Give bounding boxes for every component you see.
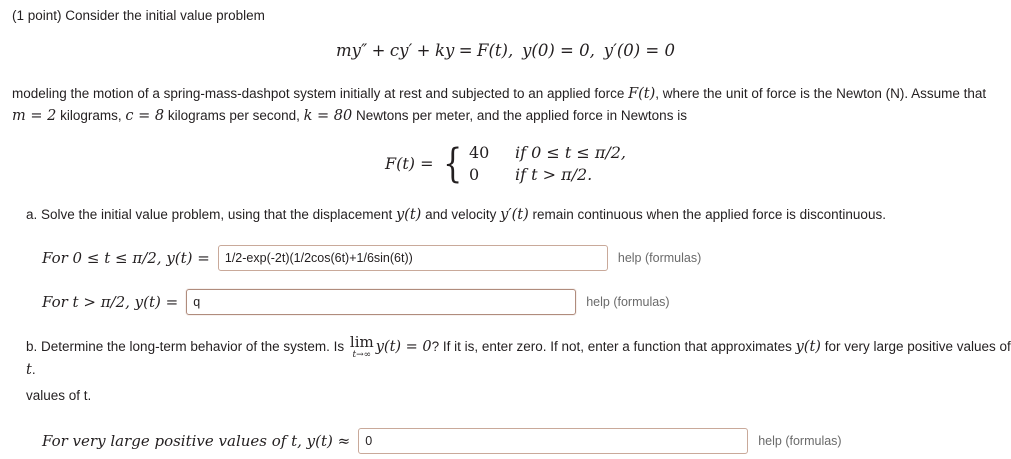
part-a-text-2: and velocity [421,207,501,223]
ivp-plus-1: + [371,41,386,60]
modeling-text-1: modeling the motion of a spring-mass-dashpot system initially at rest and subjected to an applied force [12,86,629,101]
ivp-m: m [335,41,352,60]
left-brace-icon: { [442,140,462,187]
ivp-equals: = [458,41,473,60]
piecewise-case-row [469,164,626,186]
initial-value-problem-equation [0,41,1011,61]
part-b-text-1: b. Determine the long-term behavior of the system. Is [26,338,348,354]
part-b-row-label: For very large positive values of t, y(t) ≈ [42,431,351,450]
part-a-answer-input-1[interactable] [218,245,608,271]
part-b-text-3: for very large positive values of [820,338,1011,354]
ivp-initial-condition-2: y′(0) = 0 [603,41,676,60]
part-a-text-1: a. Solve the initial value problem, using that the displacement [26,207,396,223]
ivp-plus-2: + [416,41,431,60]
ivp-y-double-prime: y″ [351,41,368,60]
problem-page [0,8,1011,459]
forcing-function-equation [0,142,1011,185]
modeling-paragraph [4,83,1011,128]
limit-operator [349,332,374,360]
forcing-function-label: F(t) = [384,154,434,174]
points-prompt: (1 point) Consider the initial value problem [12,8,265,23]
case-value: 0 [468,164,480,184]
part-a-text-3: remain continuous when the applied force is discontinuous. [528,207,886,223]
limit-subscript: t→∞ [352,349,372,360]
velocity-symbol: y′(t) [500,207,529,224]
part-b-text-4: . [31,361,36,377]
part-a-row1-label: For 0 ≤ t ≤ π/2, y(t) = [42,248,210,267]
part-b-displacement-symbol: y(t) [795,338,821,355]
part-a-prompt [26,205,1011,227]
help-formulas-link-a1[interactable]: help (formulas) [617,250,702,265]
case-value: 40 [468,142,490,162]
modeling-text-5: Newtons per meter, and the applied force in Newtons is [352,108,687,124]
mass-value: m = 2 [12,108,57,125]
help-formulas-link-b1[interactable]: help (formulas) [758,433,842,448]
modeling-text-2: , where the unit of force is the Newton (N). Assume that [655,86,987,101]
damping-value: c = 8 [125,108,165,125]
displacement-symbol: y(t) [395,207,422,224]
part-b-prompt [26,332,1011,406]
part-b-time-symbol: t [26,361,32,378]
case-condition: if 0 ≤ t ≤ π/2, [514,142,627,162]
case-condition: if t > π/2. [514,164,593,184]
limit-expression: y(t) = 0 [375,338,432,355]
spring-constant-value: k = 80 [303,108,353,125]
part-b-text-2: ? If it is, enter zero. If not, enter a function that approximates [431,338,796,354]
force-symbol: F(t) [628,86,656,102]
part-a-answer-row-1 [42,245,1011,271]
ivp-of-t: (t), [488,41,514,60]
ivp-initial-condition-1: y(0) = 0, [522,41,595,60]
part-b-answer-row [42,428,1011,454]
limit-main-label: lim [349,332,374,351]
part-a-answer-input-2[interactable] [186,289,576,315]
ivp-k: k [434,41,445,60]
part-a-row2-label: For t > π/2, y(t) = [42,292,179,311]
ivp-F: F [477,41,489,60]
part-b-prompt-line2: values of t. [26,387,92,403]
part-b-answer-input[interactable] [358,428,748,454]
modeling-text-3: kilograms, [56,108,126,124]
ivp-y: y [444,41,455,60]
help-formulas-link-a2[interactable]: help (formulas) [586,294,670,309]
ivp-c: c [389,41,400,60]
modeling-text-4: kilograms per second, [164,108,304,124]
part-a-answer-row-2 [42,289,1011,315]
ivp-y-prime: y′ [399,41,413,60]
piecewise-case-row [469,142,626,164]
